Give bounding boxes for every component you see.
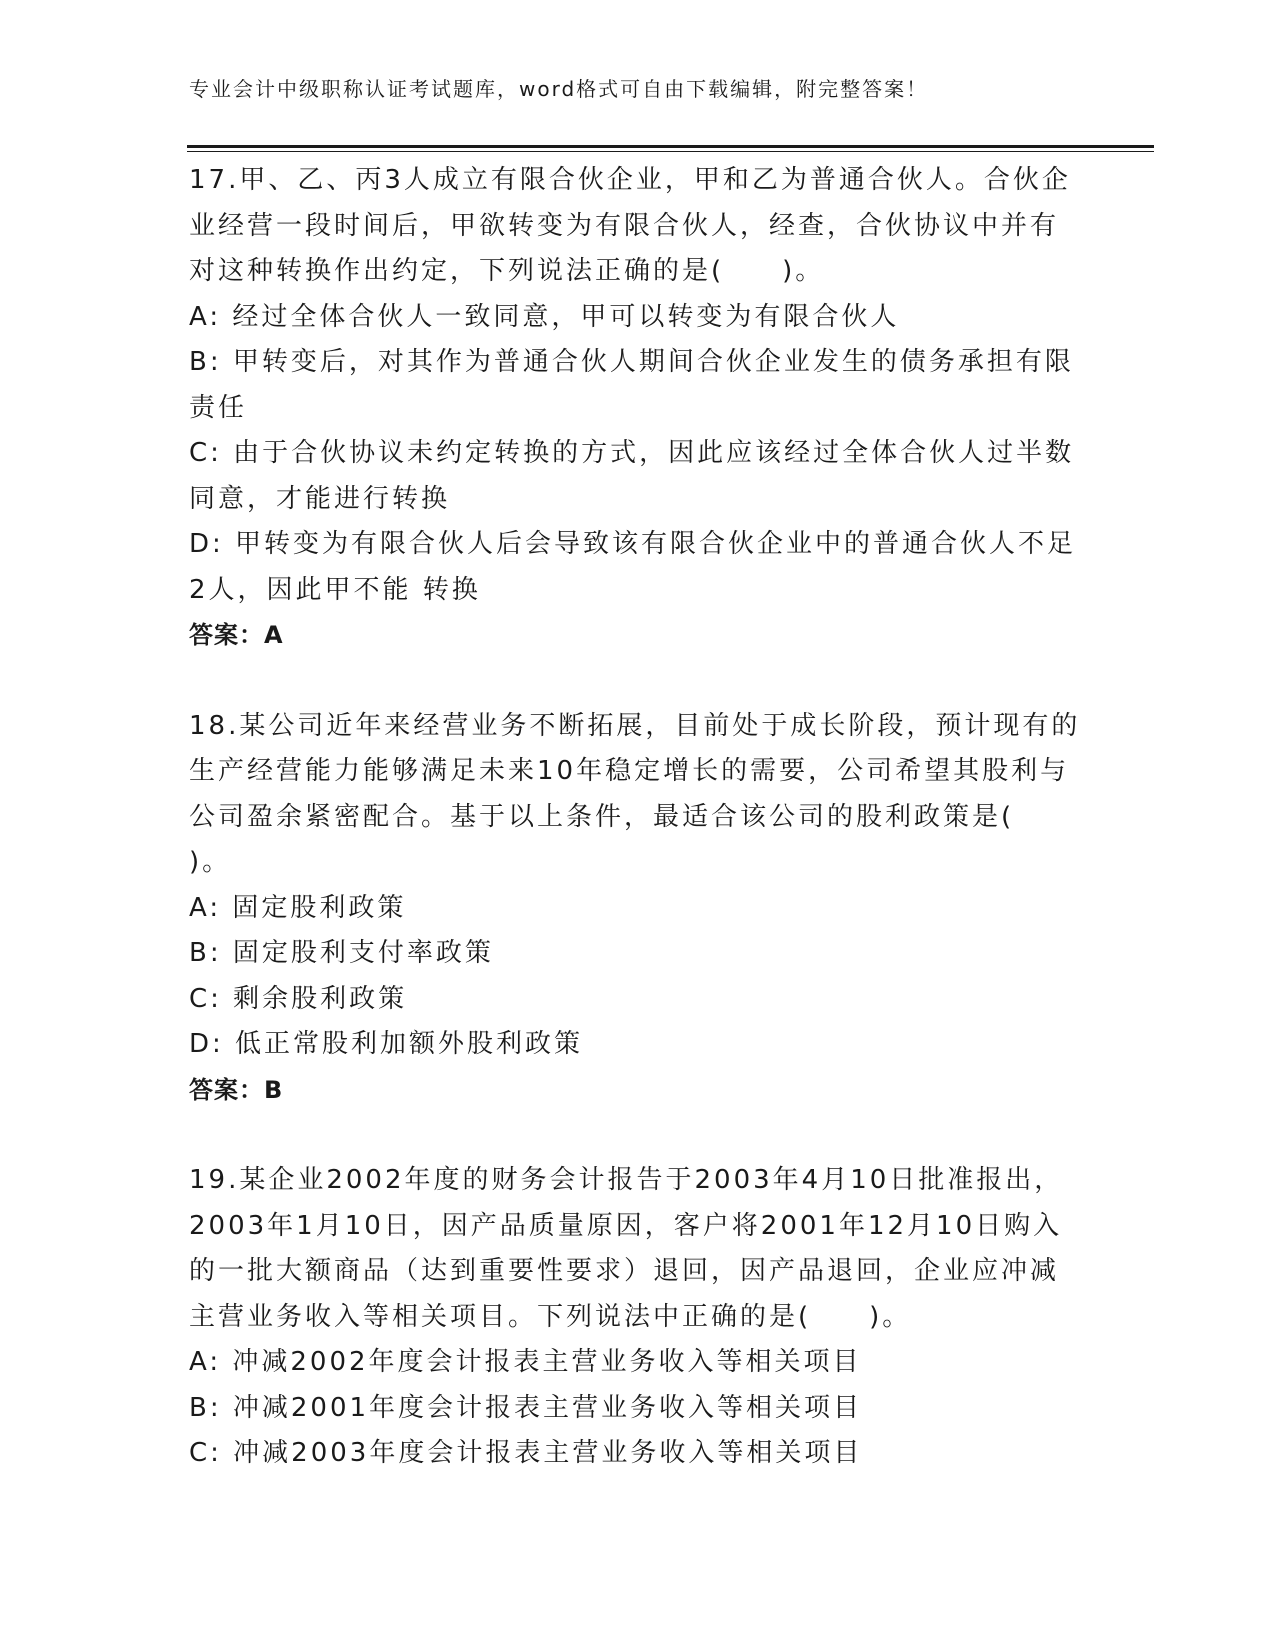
question-18-stem-line-1: 18.某公司近年来经营业务不断拓展，目前处于成长阶段，预计现有的 bbox=[189, 710, 1081, 741]
question-17-option-c-cont: 同意，才能进行转换 bbox=[189, 483, 451, 514]
question-17-stem-line-1: 17.甲、乙、丙3人成立有限合伙企业，甲和乙为普通合伙人。合伙企 bbox=[189, 165, 1071, 195]
question-19-option-a: A: 冲减2002年度会计报表主营业务收入等相关项目 bbox=[189, 1347, 862, 1377]
question-18-stem-line-4: )。 bbox=[189, 847, 232, 877]
question-18-stem-line-3: 公司盈余紧密配合。基于以上条件，最适合该公司的股利政策是( bbox=[189, 801, 1015, 832]
question-18-option-a: A: 固定股利政策 bbox=[189, 892, 407, 923]
question-19-stem-line-2: 2003年1月10日，因产品质量原因，客户将2001年12月10日购入 bbox=[189, 1210, 1063, 1241]
spacer bbox=[189, 659, 1089, 704]
question-17-answer: 答案：A bbox=[189, 621, 284, 649]
spacer bbox=[189, 1113, 1089, 1158]
question-19 bbox=[189, 1158, 1089, 1477]
question-19-stem-line-1: 19.某企业2002年度的财务会计报告于2003年4月10日批准报出， bbox=[189, 1165, 1064, 1195]
question-19-stem-line-3: 的一批大额商品（达到重要性要求）退回，因产品退回，企业应冲减 bbox=[189, 1256, 1060, 1286]
question-19-option-b: B: 冲减2001年度会计报表主营业务收入等相关项目 bbox=[189, 1392, 863, 1423]
question-18 bbox=[189, 704, 1089, 1114]
question-18-option-d: D: 低正常股利加额外股利政策 bbox=[189, 1029, 584, 1059]
question-17-option-c: C: 由于合伙协议未约定转换的方式，因此应该经过全体合伙人过半数 bbox=[189, 438, 1075, 468]
question-17-option-a: A: 经过全体合伙人一致同意，甲可以转变为有限合伙人 bbox=[189, 301, 900, 332]
question-17-option-d-cont: 2人，因此甲不能 转换 bbox=[189, 574, 481, 605]
page-header: 专业会计中级职称认证考试题库，word格式可自由下载编辑，附完整答案！ bbox=[189, 77, 929, 101]
header-rule-thick bbox=[187, 145, 1154, 148]
question-19-stem-line-4: 主营业务收入等相关项目。下列说法中正确的是( )。 bbox=[189, 1301, 912, 1332]
question-18-answer: 答案：B bbox=[189, 1075, 284, 1104]
question-17 bbox=[189, 158, 1089, 659]
question-18-option-b: B: 固定股利支付率政策 bbox=[189, 938, 494, 968]
question-19-option-c: C: 冲减2003年度会计报表主营业务收入等相关项目 bbox=[189, 1438, 863, 1468]
question-list bbox=[189, 158, 1089, 1477]
question-17-option-b: B: 甲转变后，对其作为普通合伙人期间合伙企业发生的债务承担有限 bbox=[189, 347, 1074, 377]
question-17-stem-line-2: 业经营一段时间后，甲欲转变为有限合伙人，经查，合伙协议中并有 bbox=[189, 210, 1060, 241]
question-18-stem-line-2: 生产经营能力能够满足未来10年稳定增长的需要，公司希望其股利与 bbox=[189, 756, 1070, 786]
header-rule-thin bbox=[187, 151, 1154, 152]
question-17-option-b-cont: 责任 bbox=[189, 392, 248, 423]
question-18-option-c: C: 剩余股利政策 bbox=[189, 983, 408, 1014]
question-17-option-d: D: 甲转变为有限合伙人后会导致该有限合伙企业中的普通合伙人不足 bbox=[189, 529, 1077, 559]
question-17-stem-line-3: 对这种转换作出约定，下列说法正确的是( )。 bbox=[189, 256, 825, 286]
